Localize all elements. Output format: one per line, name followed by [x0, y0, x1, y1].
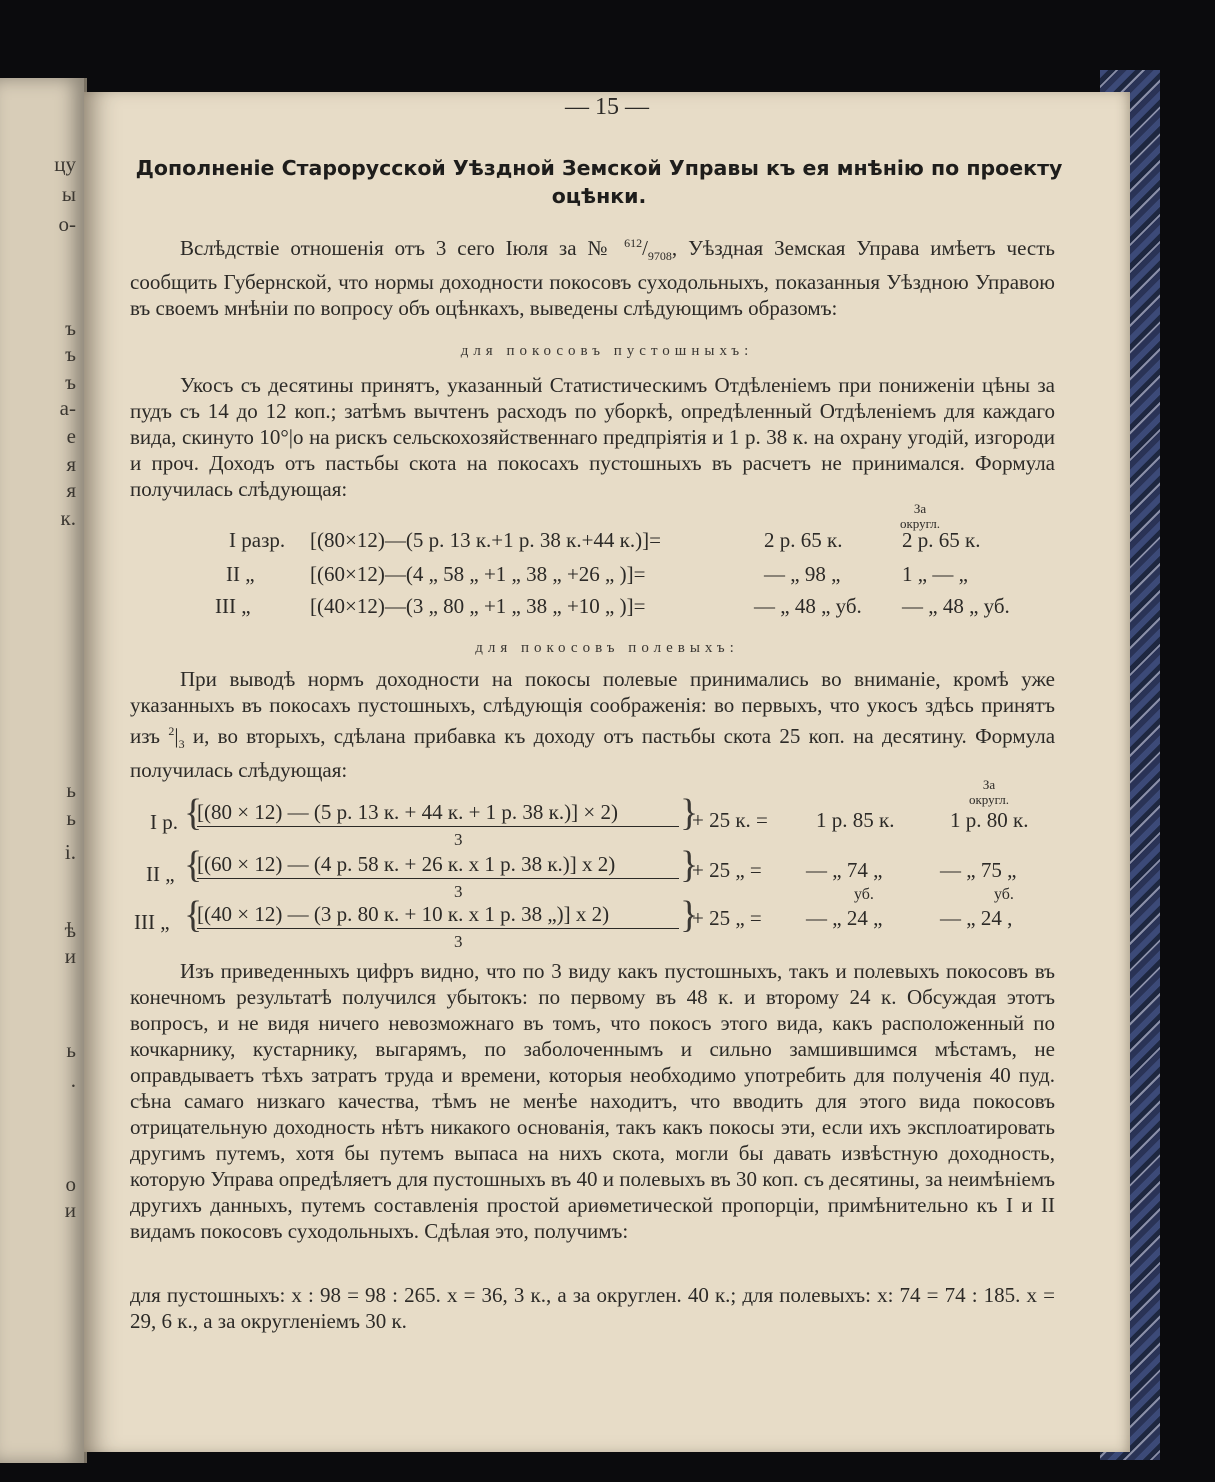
row-plus: + 25 к. = [692, 808, 768, 832]
left-page-fragment: и [64, 944, 76, 968]
row-label: III „ [134, 910, 170, 934]
left-page-fragment: ы [61, 182, 76, 206]
conclusion-final: для пустошныхъ: x : 98 = 98 : 265. x = 36, 3 к., а за округлен. 40 к.; для полевыхъ: x: 74 = 74 : 185. x = 29, 6 к., а за округленіемъ 30 к. [130, 1283, 1055, 1333]
page-number: — 15 — [565, 94, 649, 120]
row-rounded: — „ 48 „ уб. [902, 594, 1010, 618]
right-brace: } [680, 844, 699, 886]
section-1-text: Укосъ съ десятины принятъ, указанный Статистическимъ Отдѣленіемъ при пониженіи цѣны за пудъ съ 14 до 12 коп.; затѣмъ вычтенъ расходъ по уборкѣ, опредѣленный Отдѣленіемъ для каждаго вида, скинуто 10°|o на рискъ сельскохозяйственнаго предпріятія и 1 р. 38 к. на охрану угодій, изгороди и проч. Доходъ отъ пастьбы скота на покосахъ пустошныхъ въ расчетъ не принимался. Формула получилась слѣдующая: [130, 373, 1055, 501]
right-brace: } [680, 792, 699, 834]
section-1-paragraph [130, 372, 1055, 502]
section-2-text-b: и, во вторыхъ, сдѣлана прибавка къ доходу отъ пастьбы скота 25 коп. на десятину. Формула получилась слѣдующая: [130, 724, 1056, 783]
row-formula: [(80×12)—(5 р. 13 к.+1 р. 38 к.+44 к.)]= [310, 528, 661, 552]
left-page-fragment: о- [58, 212, 76, 236]
right-brace: } [680, 894, 699, 936]
row-rounded: — „ 24 , [940, 906, 1013, 930]
row-numerator: [(60 × 12) — (4 р. 58 к. + 26 к. x 1 р. 38 к.)] x 2) [197, 852, 679, 879]
heading-line-2: оцѣнки. [551, 184, 647, 208]
intro-number-sup: 612 [624, 236, 643, 250]
conclusion-paragraph [130, 958, 1055, 1244]
book-page [84, 92, 1130, 1452]
left-page-edge [0, 78, 87, 1463]
row-plus: + 25 „ = [692, 858, 762, 882]
left-page-fragment: о [65, 1172, 76, 1196]
section-1-rounding-label: За округл. [899, 501, 941, 531]
left-page-fragment: і. [64, 840, 76, 864]
left-brace: { [184, 792, 203, 834]
left-page-fragment: а- [59, 396, 76, 420]
fraction-denominator: 3 [178, 737, 185, 752]
row-rounded: 2 р. 65 к. [902, 528, 981, 552]
row-result-note: уб. [854, 886, 874, 903]
row-label: I р. [150, 810, 178, 834]
left-page-fragment: ъ [65, 342, 76, 366]
row-result: — „ 24 „ [806, 906, 883, 930]
left-brace: { [184, 894, 203, 936]
left-page-fragment: ъ [65, 316, 76, 340]
section-2-rounding-label: За округл. [968, 777, 1010, 807]
row-denominator: 3 [454, 830, 463, 849]
intro-text-b: , Уѣздная Земская Управа имѣетъ честь сообщить Губернской, что нормы доходности покосовъ суходольныхъ, показанныя Уѣздною Управою въ своемъ мнѣніи по вопросу объ оцѣнкахъ, выведены слѣдующимъ образомъ: [130, 236, 1055, 321]
left-page-fragment: ь [66, 1038, 76, 1062]
row-rounded: 1 р. 80 к. [950, 808, 1029, 832]
left-brace: { [184, 844, 203, 886]
row-result: — „ 74 „ [806, 858, 883, 882]
row-plus: + 25 „ = [692, 906, 762, 930]
section-2-paragraph: При выводѣ нормъ доходности на покосы полевые принимались во вниманіе, кромѣ уже указанныхъ въ покосахъ пустошныхъ, слѣдующія соображенія: во первыхъ, что укосъ здѣсь принятъ изъ $^2|_3$ и, во вторыхъ, сдѣлана прибавка къ доходу отъ пастьбы скота 25 коп. на десятину. Формула получилась слѣдующая: [130, 667, 1056, 783]
section-2-text-a: При выводѣ нормъ доходности на покосы полевые принимались во вниманіе, кромѣ уже указанныхъ въ покосахъ пустошныхъ, слѣдующія соображенія: во первыхъ, что укосъ здѣсь принятъ изъ [130, 667, 1055, 748]
left-page-fragment: . [70, 1068, 76, 1092]
row-label: II „ [226, 562, 255, 586]
row-result: 1 р. 85 к. [816, 808, 895, 832]
section-2-title: для покосовъ полевыхъ: [475, 640, 739, 656]
left-page-fragment: я [66, 478, 76, 502]
row-formula: [(60×12)—(4 „ 58 „ +1 „ 38 „ +26 „ )]= [310, 562, 646, 586]
heading-line-1: Дополненіе Старорусской Уѣздной Земской Управы къ ея мнѣнію по проекту [135, 156, 1063, 180]
row-rounded: — „ 75 „ [940, 858, 1017, 882]
row-label: III „ [215, 594, 251, 618]
row-numerator: [(80 × 12) — (5 р. 13 к. + 44 к. + 1 р. 38 к.)] × 2) [197, 800, 679, 827]
left-page-fragment: ѣ [64, 918, 76, 942]
row-result: — „ 48 „ уб. [754, 594, 862, 618]
page-heading [134, 154, 1064, 210]
left-page-fragment: ъ [65, 370, 76, 394]
left-page-fragment: к. [60, 506, 76, 530]
row-result: — „ 98 „ [764, 562, 841, 586]
intro-paragraph: Вслѣдствіе отношенія отъ 3 сего Іюля за № $^{612}/_{9708}$, Уѣздная Земская Управа имѣетъ честь сообщить Губернской, что нормы доходности покосовъ суходольныхъ, показанныя Уѣздною Управою въ своемъ мнѣніи по вопросу объ оцѣнкахъ, выведены слѣдующимъ образомъ: [130, 236, 1055, 321]
left-page-fragment: цу [54, 152, 76, 176]
fraction-numerator: 2 [168, 724, 175, 738]
section-1-title: для покосовъ пустошныхъ: [460, 343, 754, 359]
row-denominator: 3 [454, 882, 463, 901]
intro-text-a: Вслѣдствіе отношенія отъ 3 сего Іюля за № [180, 236, 614, 260]
row-formula: [(40×12)—(3 „ 80 „ +1 „ 38 „ +10 „ )]= [310, 594, 646, 618]
row-label: I разр. [229, 528, 286, 552]
row-label: II „ [146, 862, 175, 886]
intro-number-sub: 9708 [647, 249, 672, 264]
row-denominator: 3 [454, 932, 463, 951]
row-result: 2 р. 65 к. [764, 528, 843, 552]
left-page-fragment: я [66, 452, 76, 476]
left-page-fragment: и [64, 1198, 76, 1222]
row-numerator: [(40 × 12) — (3 р. 80 к. + 10 к. x 1 р. 38 „)] x 2) [197, 902, 679, 929]
row-rounded: 1 „ — „ [902, 562, 968, 586]
left-page-fragment: ь [66, 778, 76, 802]
conclusion-text: Изъ приведенныхъ цифръ видно, что по 3 виду какъ пустошныхъ, такъ и полевыхъ покосовъ въ конечномъ результатѣ получился убытокъ: по первому въ 48 к. и второму 24 к. Обсуждая этотъ вопросъ, и не видя ничего невозможнаго въ томъ, что покосъ этого вида, какъ расположенный по кочкарнику, кустарнику, выгарямъ, по заболоченнымъ и сильно замшившимся мѣстамъ, не оправдываетъ тѣхъ затратъ труда и времени, которыя необходимо употребить для полученія 40 пуд. сѣна самаго низкаго качества, тѣмъ не менѣе находитъ, что вводить для этого вида покосовъ отрицательную доходность нѣтъ никакого основанія, такъ какъ покосы эти, если ихъ эксплоатировать другимъ путемъ, хотя бы путемъ выпаса на нихъ скота, могли бы давать извѣстную доходность, которую Управа опредѣляетъ для пустошныхъ въ 40 и полевыхъ въ 30 коп. съ десятины, за неимѣніемъ другихъ данныхъ, путемъ составленія простой ариѳметической пропорціи, примѣнительно къ I и II видамъ покосовъ суходольныхъ. Сдѣлая это, получимъ: [130, 959, 1055, 1243]
row-rounded-note: уб. [994, 886, 1014, 903]
left-page-fragment: е [66, 424, 76, 448]
left-page-fragment: ь [66, 806, 76, 830]
